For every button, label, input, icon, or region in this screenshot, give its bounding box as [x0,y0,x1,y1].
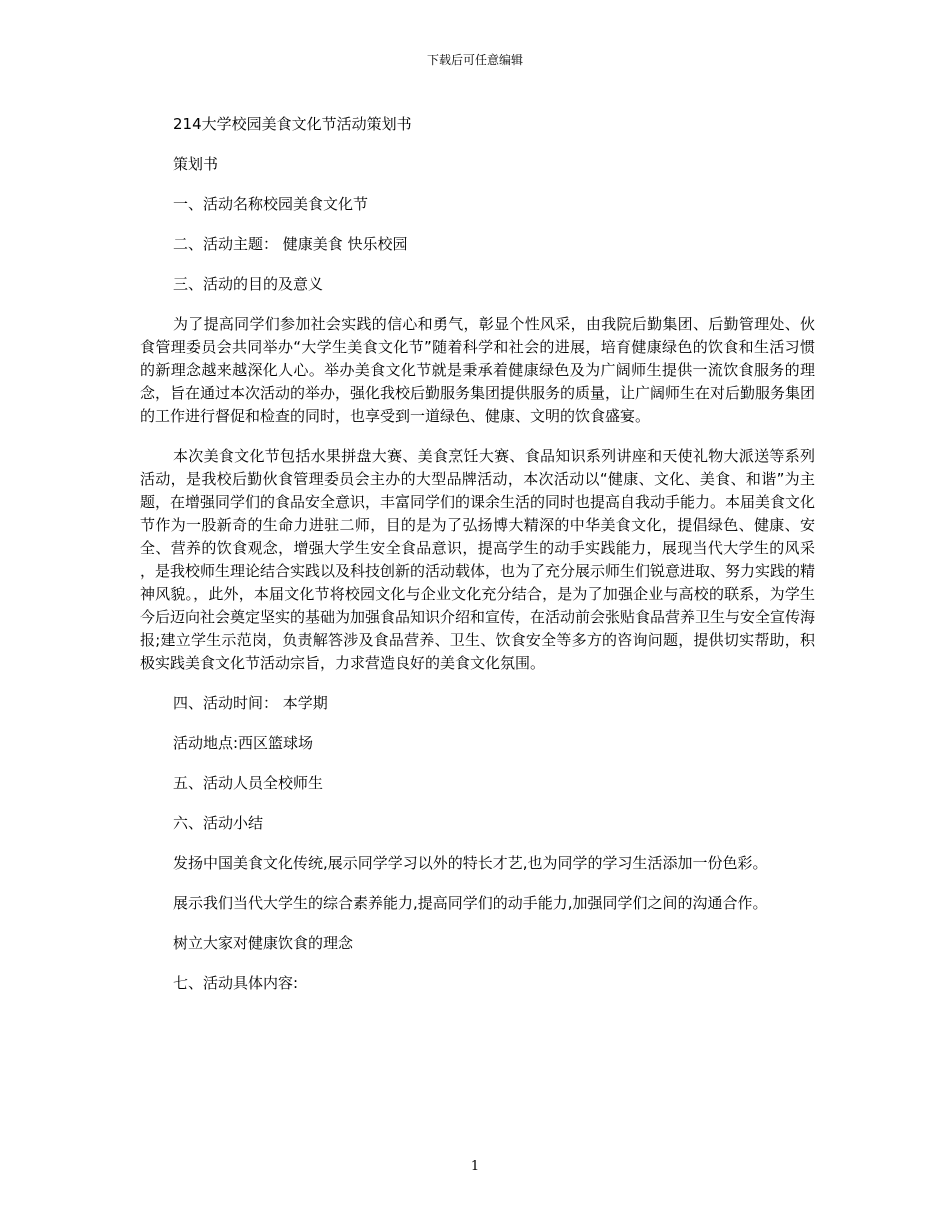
activity-location: 活动地点:西区篮球场 [173,734,314,752]
page-number: 1 [470,1159,480,1174]
section-activity-theme: 二、活动主题： 健康美食 快乐校园 [173,235,408,253]
paragraph-summary-2: 展示我们当代大学生的综合素养能力,提高同学们的动手能力,加强同学们之间的沟通合作。 [173,894,768,912]
document-body [140,113,815,995]
section-participants: 五、活动人员全校师生 [173,774,324,792]
paragraph-summary-1: 发扬中国美食文化传统,展示同学学习以外的特长才艺,也为同学的学习生活添加一份色彩。 [173,854,768,872]
document-subtitle: 策划书 [173,155,219,173]
section-purpose: 三、活动的目的及意义 [173,275,324,293]
section-summary: 六、活动小结 [173,814,264,832]
document-title: 214大学校园美食文化节活动策划书 [173,115,412,133]
paragraph-purpose: 为了提高同学们参加社会实践的信心和勇气，彰显个性风采，由我院后勤集团、后勤管理处、伙食管理委员会共同举办“大学生美食文化节”随着科学和社会的进展，培育健康绿色的饮食和生活习惯的新理念越来越深化人心。举办美食文化节就是秉承着健康绿色及为广阔师生提供一流饮食服务的理念，旨在通过本次活动的举办，强化我校后勤服务集团提供服务的质量，让广阔师生在对后勤服务集团的工作进行督促和检查的同时，也享受到一道绿色、健康、文明的饮食盛宴。 [140,315,816,425]
section-activity-name: 一、活动名称校园美食文化节 [173,195,369,213]
section-activity-time: 四、活动时间： 本学期 [173,694,328,712]
paragraph-description: 本次美食文化节包括水果拼盘大赛、美食烹饪大赛、食品知识系列讲座和天使礼物大派送等系列活动，是我校后勤伙食管理委员会主办的大型品牌活动，本次活动以“健康、文化、美食、和谐”为主题，在增强同学们的食品安全意识，丰富同学们的课余生活的同时也提高自我动手能力。本届美食文化节作为一股新奇的生命力进驻二师，目的是为了弘扬博大精深的中华美食文化，提倡绿色、健康、安全、营养的饮食观念，增强大学生安全食品意识，提高学生的动手实践能力，展现当代大学生的风采 ，是我校师生理论结合实践以及科技创新的活动载体，也为了充分展示师生们锐意进取、努力实践的精神风貌。，此外，本届文化节将校园文化与企业文化充分结合，是为了加强企业与高校的联系，为学生今后迈向社会奠定坚实的基础为加强食品知识介绍和宣传，在活动前会张贴食品营养卫生与安全宣传海报;建立学生示范岗，负责解答涉及食品营养、卫生、饮食安全等多方的咨询问题，提供切实帮助，积极实践美食文化节活动宗旨，力求营造良好的美食文化氛围。 [140,447,816,672]
section-activity-content: 七、活动具体内容: [173,974,299,992]
paragraph-summary-3: 树立大家对健康饮食的理念 [173,934,354,952]
page-header: 下载后可任意编辑 [426,53,523,67]
